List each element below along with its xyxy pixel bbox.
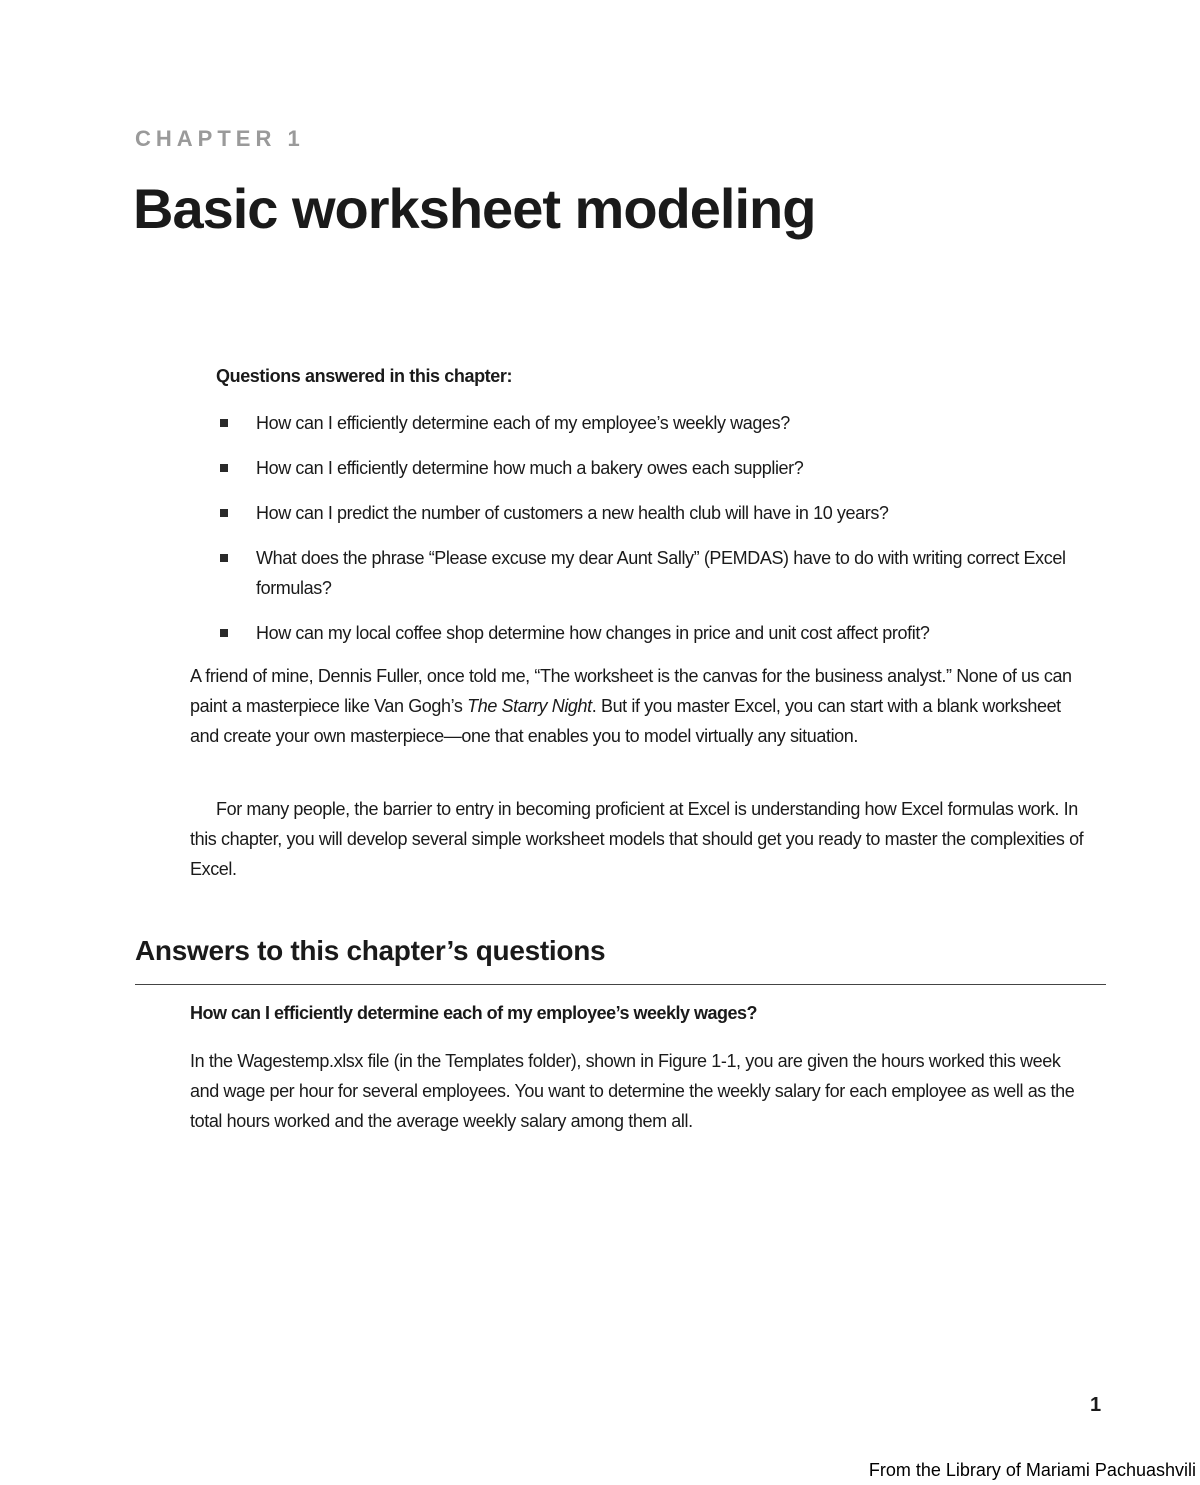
chapter-label: CHAPTER 1 <box>135 126 305 151</box>
question-item <box>216 498 1096 528</box>
chapter-title: Basic worksheet modeling <box>133 177 816 240</box>
square-bullet-icon <box>220 554 228 562</box>
question-text: How can I efficiently determine each of my employee’s weekly wages? <box>256 413 790 433</box>
intro-text-end: . But if you master Excel, you can start with a blank worksheet and create your own masterpiece—one that enables you to model virtually any situation. <box>190 696 1061 746</box>
question-item <box>216 453 1096 483</box>
question-list <box>216 408 1096 663</box>
answer-paragraph: In the Wagestemp.xlsx file (in the Templates folder), shown in Figure 1-1, you are given the hours worked this week and wage per hour for several employees. You want to determine the weekly salary for each employee as well as the total hours worked and the average weekly salary among them all. <box>190 1051 1075 1131</box>
intro-paragraph <box>190 661 1090 751</box>
page-number: 1 <box>1090 1394 1102 1416</box>
section-divider <box>135 984 1106 985</box>
questions-heading: Questions answered in this chapter: <box>216 366 513 386</box>
square-bullet-icon <box>220 509 228 517</box>
section-heading: Answers to this chapter’s questions <box>135 935 606 966</box>
question-text: How can I predict the number of customers a new health club will have in 10 years? <box>256 503 889 523</box>
library-footer: From the Library of Mariami Pachuashvili <box>868 1460 1196 1480</box>
square-bullet-icon <box>220 464 228 472</box>
question-item <box>216 543 1096 603</box>
question-text: How can my local coffee shop determine how changes in price and unit cost affect profit? <box>256 623 930 643</box>
question-text: How can I efficiently determine how much a bakery owes each supplier? <box>256 458 804 478</box>
painting-title: The Starry Night <box>467 696 592 716</box>
question-item <box>216 408 1096 438</box>
square-bullet-icon <box>220 419 228 427</box>
question-subheading: How can I efficiently determine each of my employee’s weekly wages? <box>190 1003 758 1023</box>
intro-paragraph-2: For many people, the barrier to entry in becoming proficient at Excel is understanding how Excel formulas work. In this chapter, you will develop several simple worksheet models that should get you ready to master the complexities of Excel. <box>190 799 1084 879</box>
question-text: What does the phrase “Please excuse my dear Aunt Sally” (PEMDAS) have to do with writing correct Excel formulas? <box>256 548 1066 598</box>
intro-text-start: A friend of mine, Dennis Fuller, once told me, “The worksheet is the canvas for the business analyst.” None of us can paint a masterpiece like Van Gogh’s <box>190 666 1072 716</box>
square-bullet-icon <box>220 629 228 637</box>
question-item <box>216 618 1096 648</box>
